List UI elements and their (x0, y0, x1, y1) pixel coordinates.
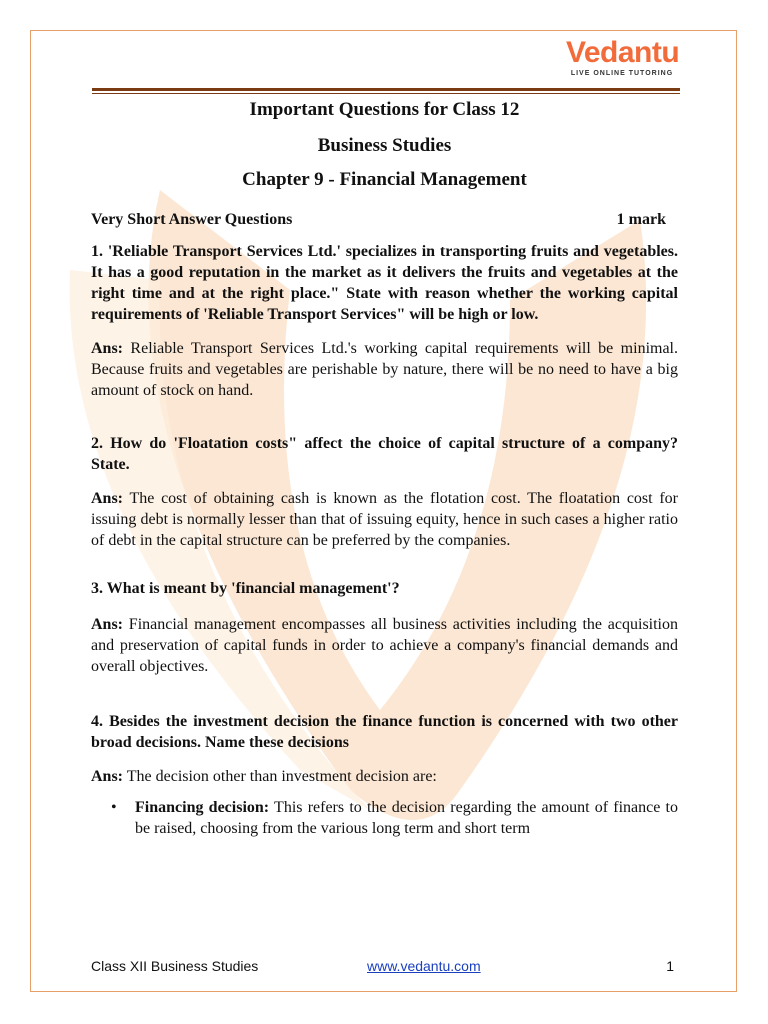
answer-3 (91, 614, 678, 677)
answer-2 (91, 488, 678, 551)
answer-text: The decision other than investment decision are: (126, 768, 437, 785)
answer-label: Ans: (91, 768, 124, 785)
answer-4-bullets (91, 797, 678, 839)
section-marks: 1 mark (616, 211, 666, 228)
header-rule-thin (92, 93, 680, 94)
question-3: 3. What is meant by 'financial management'? (91, 580, 400, 597)
logo-wordmark: Vedantu (566, 36, 680, 69)
answer-1 (91, 338, 678, 401)
footer-course: Class XII Business Studies (91, 958, 259, 974)
bullet-text: This refers to the decision regarding the amount of finance to be raised, choosing from the various long term and short term (135, 799, 678, 837)
section-heading (91, 211, 678, 229)
answer-text: The cost of obtaining cash is known as the flotation cost. The floatation cost for issuing debt is normally lesser than that of issuing equity, hence in such cases a higher ratio of debt in the capital structure can be preferred by the companies. (91, 490, 678, 549)
answer-label: Ans: (91, 340, 124, 357)
question-2: 2. How do 'Floatation costs" affect the choice of capital structure of a company? State. (91, 435, 678, 473)
question-1: 1. 'Reliable Transport Services Ltd.' specializes in transporting fruits and vegetables. It has a good reputation in the market as it delivers the fruits and vegetables at the right time and at the right place." State with reason whether the working capital requirements of 'Reliable Transport Services" will be high or low. (91, 243, 678, 323)
answer-text: Reliable Transport Services Ltd.'s working capital requirements will be minimal. Because fruits and vegetables are perishable by nature, there will be no need to have a big amount of stock on hand. (91, 340, 679, 399)
answer-4 (91, 766, 678, 787)
doc-chapter: Chapter 9 - Financial Management (242, 169, 527, 190)
question-4: 4. Besides the investment decision the finance function is concerned with two other broad decisions. Name these decisions (91, 713, 678, 751)
header-rule-thick (92, 88, 680, 91)
answer-label: Ans: (91, 490, 124, 507)
bullet-term: Financing decision: (135, 799, 270, 816)
doc-title: Important Questions for Class 12 (249, 99, 520, 120)
logo-tagline: LIVE ONLINE TUTORING (570, 70, 674, 77)
doc-subject: Business Studies (317, 135, 452, 156)
vedantu-logo (566, 36, 678, 84)
page-number: 1 (666, 958, 674, 974)
answer-text: Financial management encompasses all business activities including the acquisition and preservation of capital funds in order to achieve a company's financial demands and overall objectives. (91, 616, 679, 675)
section-label: Very Short Answer Questions (91, 211, 293, 228)
footer-website-link[interactable]: www.vedantu.com (367, 958, 481, 974)
page-footer (91, 958, 678, 976)
page-content (91, 98, 678, 839)
answer-label: Ans: (91, 616, 124, 633)
bullet-marker: • (111, 799, 117, 816)
list-item (91, 797, 678, 839)
